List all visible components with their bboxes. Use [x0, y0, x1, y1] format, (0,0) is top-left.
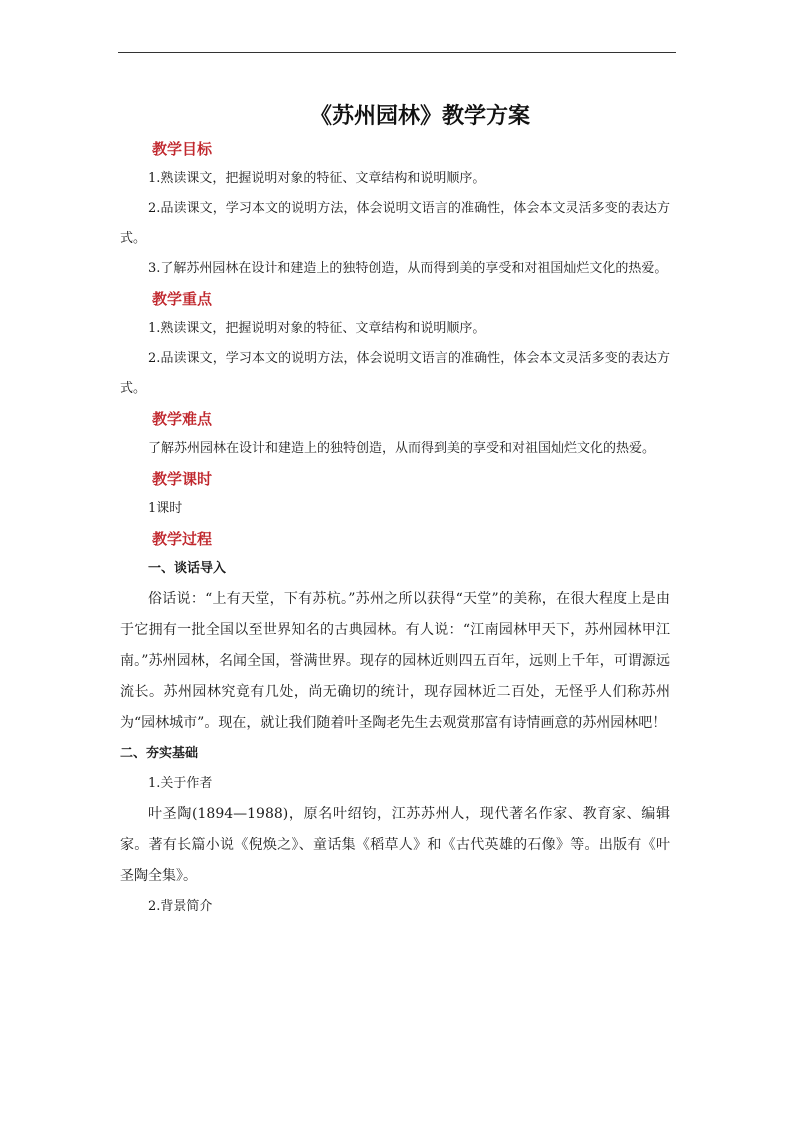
document-title: 《苏州园林》教学方案: [309, 104, 530, 129]
difficulty-heading: 教学难点: [152, 410, 213, 428]
header-rule: [118, 52, 676, 53]
goals-item-2: 2.品读课文，学习本文的说明方法，体会说明文语言的准确性，体会本文灵活多变的表达方式。: [120, 201, 670, 246]
basics-subheading: 二、夯实基础: [120, 746, 199, 761]
goals-item-3: 3.了解苏州园林在设计和建造上的独特创造，从而得到美的享受和对祖国灿烂文化的热爱。: [148, 261, 668, 276]
difficulty-text: 了解苏州园林在设计和建造上的独特创造，从而得到美的享受和对祖国灿烂文化的热爱。: [148, 441, 656, 456]
process-heading: 教学过程: [152, 530, 213, 548]
key-points-item-1: 1.熟读课文，把握说明对象的特征、文章结构和说明顺序。: [148, 321, 486, 336]
goals-heading: 教学目标: [152, 140, 213, 158]
goals-item-1: 1.熟读课文，把握说明对象的特征、文章结构和说明顺序。: [148, 171, 486, 186]
hours-heading: 教学课时: [152, 470, 213, 488]
author-subheading: 1.关于作者: [148, 776, 213, 791]
document-page: [120, 100, 670, 922]
key-points-item-2: 2.品读课文，学习本文的说明方法，体会说明文语言的准确性，体会本文灵活多变的表达方式。: [120, 351, 670, 396]
hours-text: 1课时: [148, 501, 183, 516]
intro-subheading: 一、谈话导入: [148, 561, 227, 576]
background-subheading: 2.背景简介: [148, 899, 213, 914]
intro-text: 俗话说：“上有天堂，下有苏杭。”苏州之所以获得“天堂”的美称，在很大程度上是由于它拥有一批全国以至世界知名的古典园林。有人说：“江南园林甲天下，苏州园林甲江南。”苏州园林，名闻全国，誉满世界。现存的园林近则四五百年，远则上千年，可谓源远流长。苏州园林究竟有几处，尚无确切的统计，现存园林近二百处，无怪乎人们称苏州为“园林城市”。现在，就让我们随着叶圣陶老先生去观赏那富有诗情画意的苏州园林吧！: [120, 591, 670, 731]
author-text: 叶圣陶(1894—1988)，原名叶绍钧，江苏苏州人，现代著名作家、教育家、编辑家。著有长篇小说《倪焕之》、童话集《稻草人》和《古代英雄的石像》等。出版有《叶圣陶全集》。: [120, 806, 670, 884]
key-points-heading: 教学重点: [152, 290, 213, 308]
